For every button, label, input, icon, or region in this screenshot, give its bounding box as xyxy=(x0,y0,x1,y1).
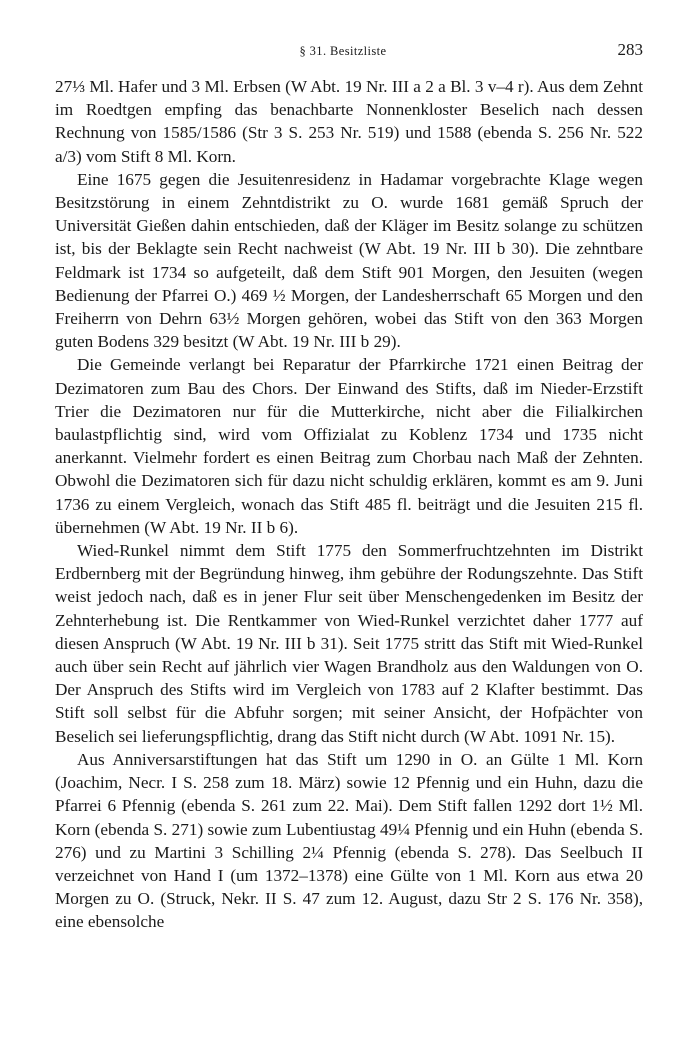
paragraph-wied-runkel: Wied-Runkel nimmt dem Stift 1775 den Sommerfruchtzehnten im Distrikt Erdbernberg mit der Begründung hinweg, ihm gebühre der Rodungszehnte. Das Stift weist jedoch nach, daß es in jener Flur seit über Menschengedenken im Besitz der Zehnterhebung ist. Die Rentkammer von Wied-Runkel verzichtet daher 1777 auf diesen Anspruch (W Abt. 19 Nr. III b 31). Seit 1775 stritt das Stift mit Wied-Runkel auch über sein Recht auf jährlich vier Wagen Brandholz aus den Waldungen von O. Der Anspruch des Stifts wird im Vergleich von 1783 auf 2 Klafter bestimmt. Das Stift soll selbst für die Abfuhr sorgen; mit seiner Ansicht, der Hofpächter von Beselich sei lieferungspflichtig, drang das Stift nicht durch (W Abt. 1091 Nr. 15). xyxy=(55,541,643,746)
paragraph-jesuit-claim: Eine 1675 gegen die Jesuitenresidenz in Hadamar vorgebrachte Klage wegen Besitzstörung in einem Zehntdistrikt zu O. wurde 1681 gemäß Spruch der Universität Gießen dahin entschieden, daß der Kläger im Besitz solange zu schützen ist, bis der Beklagte sein Recht nachweist (W Abt. 19 Nr. III b 30). Die zehntbare Feldmark ist 1734 so aufgeteilt, daß dem Stift 901 Morgen, den Jesuiten (wegen Bedienung der Pfarrei O.) 469 ½ Morgen, der Landesherrschaft 65 Morgen und den Freiherrn von Dehrn 63½ Morgen gehören, wobei das Stift von den 363 Morgen guten Bodens 329 besitzt (W Abt. 19 Nr. III b 29). xyxy=(55,169,643,352)
page-number: 283 xyxy=(617,40,643,59)
page-header xyxy=(55,40,643,66)
paragraph-continuation: 27⅓ Ml. Hafer und 3 Ml. Erbsen (W Abt. 19 Nr. III a 2 a Bl. 3 v–4 r). Aus dem Zehnt im Roedtgen empfing das benachbarte Nonnenkloster Beselich nach dessen Rechnung von 1585/1586 (Str 3 S. 253 Nr. 519) und 1588 (ebenda S. 256 Nr. 522 a/3) vom Stift 8 Ml. Korn. xyxy=(55,77,643,166)
body-text xyxy=(55,75,643,934)
paragraph-church-repair: Die Gemeinde verlangt bei Reparatur der Pfarrkirche 1721 einen Beitrag der Dezimatoren zum Bau des Chors. Der Einwand des Stifts, daß im Nieder-Erzstift Trier die Dezimatoren nur für die Mutterkirche, nicht aber die Filialkirchen baulastpflichtig sind, wird vom Offizialat zu Koblenz 1734 und 1735 nicht anerkannt. Vielmehr fordert es einen Beitrag zum Chorbau nach Maß der Zehnten. Obwohl die Dezimatoren sich für dazu nicht schuldig erklären, kommt es am 9. Juni 1736 zu einem Vergleich, wonach das Stift 485 fl. beiträgt und die Jesuiten 215 fl. übernehmen (W Abt. 19 Nr. II b 6). xyxy=(55,355,643,537)
running-head: § 31. Besitzliste xyxy=(299,44,387,58)
paragraph-anniversaries: Aus Anniversarstiftungen hat das Stift um 1290 in O. an Gülte 1 Ml. Korn (Joachim, Necr. I S. 258 zum 18. März) sowie 12 Pfennig und ein Huhn, dazu die Pfarrei 6 Pfennig (ebenda S. 261 zum 22. Mai). Dem Stift fallen 1292 dort 1½ Ml. Korn (ebenda S. 271) sowie zum Lubentiustag 49¼ Pfennig und ein Huhn (ebenda S. 276) und zu Martini 3 Schilling 2¼ Pfennig (ebenda S. 278). Das Seelbuch II verzeichnet von Hand I (um 1372–1378) eine Gülte von 1 Ml. Korn aus etwa 20 Morgen zu O. (Struck, Nekr. II S. 47 zum 12. August, dazu Str 2 S. 176 Nr. 358), eine ebensolche xyxy=(55,749,643,932)
